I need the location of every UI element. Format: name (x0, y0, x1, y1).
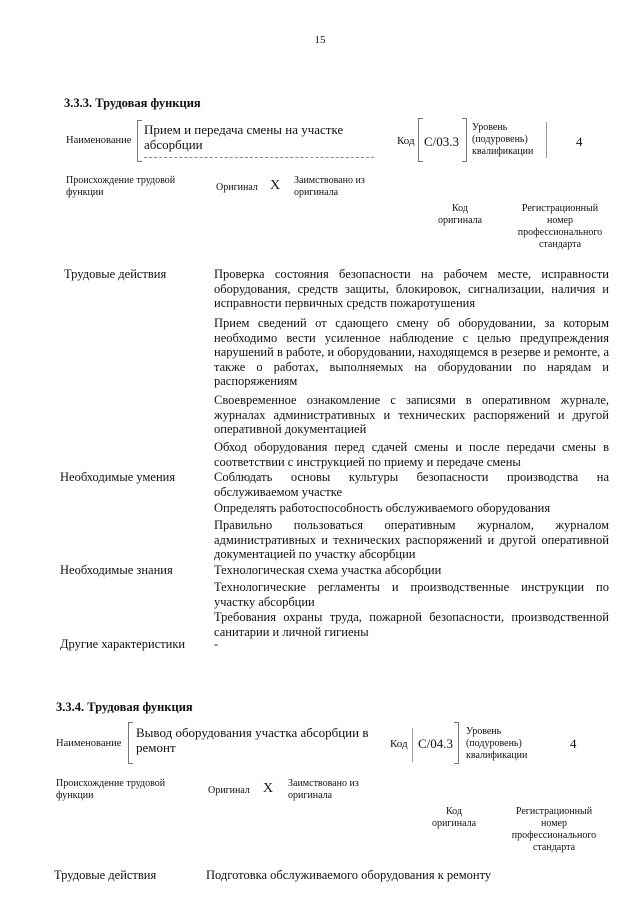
page-number: 15 (314, 34, 326, 46)
level-label: Уровень (подуровень) квалификации (472, 122, 534, 157)
labor-action-item: Подготовка обслуживаемого оборудования к ремонту (206, 868, 492, 882)
code-bracket-right (462, 118, 467, 162)
code-original-label: Код оригинала (437, 203, 483, 226)
labor-action-item: Своевременное ознакомление с записями в оперативном журнале, журналах административных и технических распоряжений и другой оперативной документацией (214, 393, 609, 436)
level-divider (546, 122, 547, 158)
section-title: 3.3.3. Трудовая функция (64, 96, 201, 110)
origin-label: Происхождение трудовой функции (56, 778, 166, 801)
level-value: 4 (576, 134, 583, 149)
knowledge-item: Технологическая схема участка абсорбции (214, 563, 442, 577)
code-bracket-left (418, 118, 423, 162)
other-label: Другие характеристики (60, 637, 186, 651)
labor-action-item: Прием сведений от сдающего смену об оборудовании, за которым необходимо вести усиленное наблюдение с целью предупреждения нарушений в работе, и оборудовании, находящемся в резерве и ремонте, а также о работах, выполняемых на оборудовании по нарядам и распоряжениям (214, 316, 609, 388)
function-name: Прием и передача смены на участке абсорбции (144, 122, 344, 152)
other-value: - (214, 637, 219, 651)
labor-action-item: Проверка состояния безопасности на рабочем месте, исправности оборудования, средств защиты, блокировок, сигнализации, наличия и исправности первичных средств пожаротушения (214, 267, 609, 310)
knowledge-item: Технологические регламенты и производственные инструкции по участку абсорбции (214, 580, 609, 609)
name-label: Наименование (66, 135, 132, 146)
skill-item: Правильно пользоваться оперативным журналом, журналом административных и технических распоряжений и другой оперативной документацией по участку абсорбции (214, 518, 609, 561)
name-bracket (137, 120, 142, 162)
knowledge-label: Необходимые знания (60, 563, 173, 577)
knowledge-item: Требования охраны труда, пожарной безопасности, производственной санитарии и личной гигиены (214, 610, 609, 639)
original-mark: X (270, 178, 281, 193)
borrowed-label: Заимствовано из оригинала (288, 778, 359, 801)
reg-number-label: Регистрационный номер профессионального стандарта (517, 203, 603, 250)
skill-item: Соблюдать основы культуры безопасности производства на обслуживаемом участке (214, 470, 609, 499)
code-label: Код (390, 738, 408, 750)
skill-item: Определять работоспособность обслуживаемого оборудования (214, 501, 551, 515)
section-title: 3.3.4. Трудовая функция (56, 700, 193, 714)
name-label: Наименование (56, 738, 122, 749)
labor-action-item: Обход оборудования перед сдачей смены и после передачи смены в соответствии с инструкцией по приему и передаче смены (214, 440, 609, 469)
level-label: Уровень (подуровень) квалификации (466, 726, 528, 761)
code-bracket-left (412, 728, 413, 762)
borrowed-label: Заимствовано из оригинала (294, 175, 365, 198)
original-mark: X (263, 781, 274, 796)
origin-label: Происхождение трудовой функции (66, 175, 176, 198)
name-bracket (128, 722, 133, 764)
code-bracket-right (454, 722, 459, 764)
level-value: 4 (570, 736, 577, 751)
code-original-label: Код оригинала (431, 806, 477, 829)
code-label: Код (397, 135, 415, 147)
reg-number-label: Регистрационный номер профессионального стандарта (511, 806, 597, 853)
function-code: C/04.3 (418, 736, 454, 751)
skills-label: Необходимые умения (60, 470, 176, 484)
function-name: Вывод оборудования участка абсорбции в ремонт (136, 725, 369, 755)
labor-actions-label: Трудовые действия (54, 868, 157, 882)
name-underline (144, 157, 374, 158)
labor-actions-label: Трудовые действия (64, 267, 167, 281)
original-label: Оригинал (216, 182, 258, 193)
function-code: C/03.3 (424, 134, 460, 149)
original-label: Оригинал (208, 785, 250, 796)
